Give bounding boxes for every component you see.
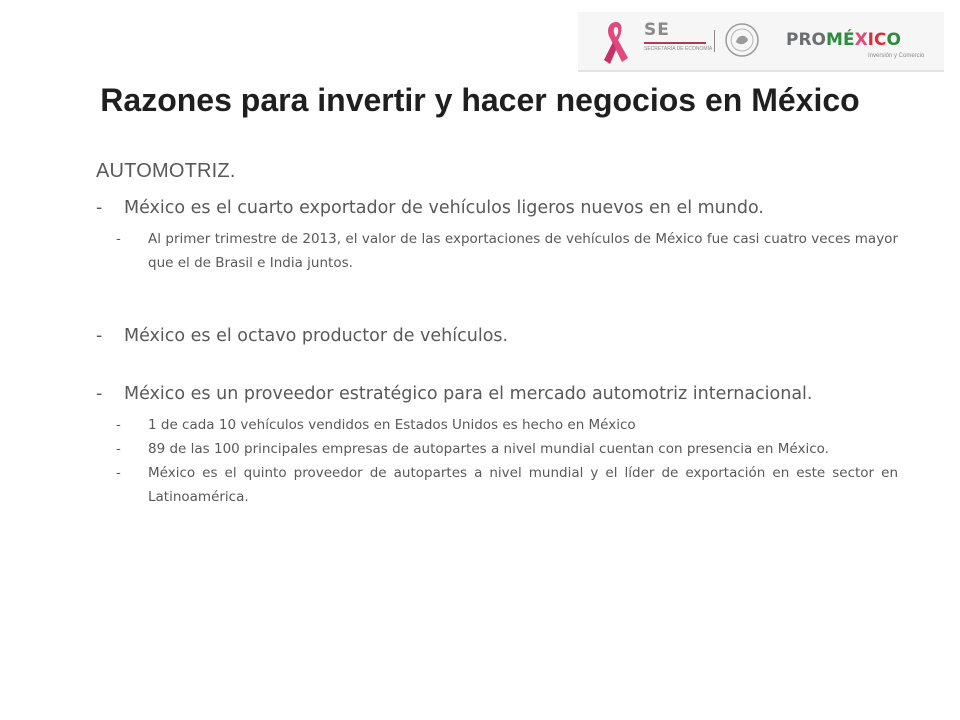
slide-content	[96, 160, 898, 509]
logo-separator	[714, 30, 715, 52]
sub-bullet-item	[96, 227, 898, 275]
bullet-dash: -	[96, 384, 103, 404]
promexico-letter: M	[826, 30, 843, 50]
promexico-letter: C	[874, 30, 887, 50]
sub-bullet-item	[96, 413, 898, 437]
mexico-seal-icon	[724, 22, 760, 58]
bullet-text: México es el cuarto exportador de vehículos ligeros nuevos en el mundo.	[124, 198, 764, 218]
promexico-logo-mexico	[826, 30, 901, 50]
se-logo-subtitle: SECRETARÍA DE ECONOMÍA	[644, 46, 713, 52]
promexico-letter: I	[867, 30, 874, 50]
promexico-logo-pro: PRO	[786, 30, 827, 50]
se-logo-text: SE	[644, 20, 670, 40]
sub-bullet-dash: -	[116, 231, 121, 247]
bullet-text: México es el octavo productor de vehículos.	[124, 326, 509, 346]
promexico-letter: É	[842, 30, 855, 50]
bullet-item	[96, 195, 898, 221]
sub-bullet-dash: -	[116, 417, 121, 433]
bullet-dash: -	[96, 198, 103, 218]
slide-title: Razones para invertir y hacer negocios en México	[100, 82, 860, 118]
sub-bullet-dash: -	[116, 465, 121, 481]
bullet-item	[96, 323, 898, 349]
se-logo-underline	[644, 42, 706, 44]
sub-bullet-item	[96, 437, 898, 461]
sub-bullet-dash: -	[116, 441, 121, 457]
pink-ribbon-icon	[596, 18, 636, 68]
promexico-logo	[786, 30, 901, 50]
promexico-logo-subtitle: Inversión y Comercio	[868, 53, 925, 59]
bullet-item	[96, 381, 898, 407]
sub-bullet-item	[96, 461, 898, 509]
promexico-letter: X	[854, 30, 868, 50]
bullet-dash: -	[96, 326, 103, 346]
sub-bullet-text: 1 de cada 10 vehículos vendidos en Estados Unidos es hecho en México	[148, 417, 636, 433]
sub-bullet-text: Al primer trimestre de 2013, el valor de las exportaciones de vehículos de México fue casi cuatro veces mayor que el de Brasil e India juntos.	[148, 231, 898, 271]
se-logo	[644, 20, 713, 60]
promexico-letter: O	[886, 30, 901, 50]
sub-bullet-text: México es el quinto proveedor de autopartes a nivel mundial y el líder de exportación en este sector en Latinoamérica.	[148, 465, 898, 505]
logo-bar	[578, 12, 944, 72]
sub-bullet-text: 89 de las 100 principales empresas de autopartes a nivel mundial cuentan con presencia en México.	[148, 441, 829, 457]
bullet-text: México es un proveedor estratégico para el mercado automotriz internacional.	[124, 384, 813, 404]
section-heading: AUTOMOTRIZ.	[96, 160, 236, 182]
